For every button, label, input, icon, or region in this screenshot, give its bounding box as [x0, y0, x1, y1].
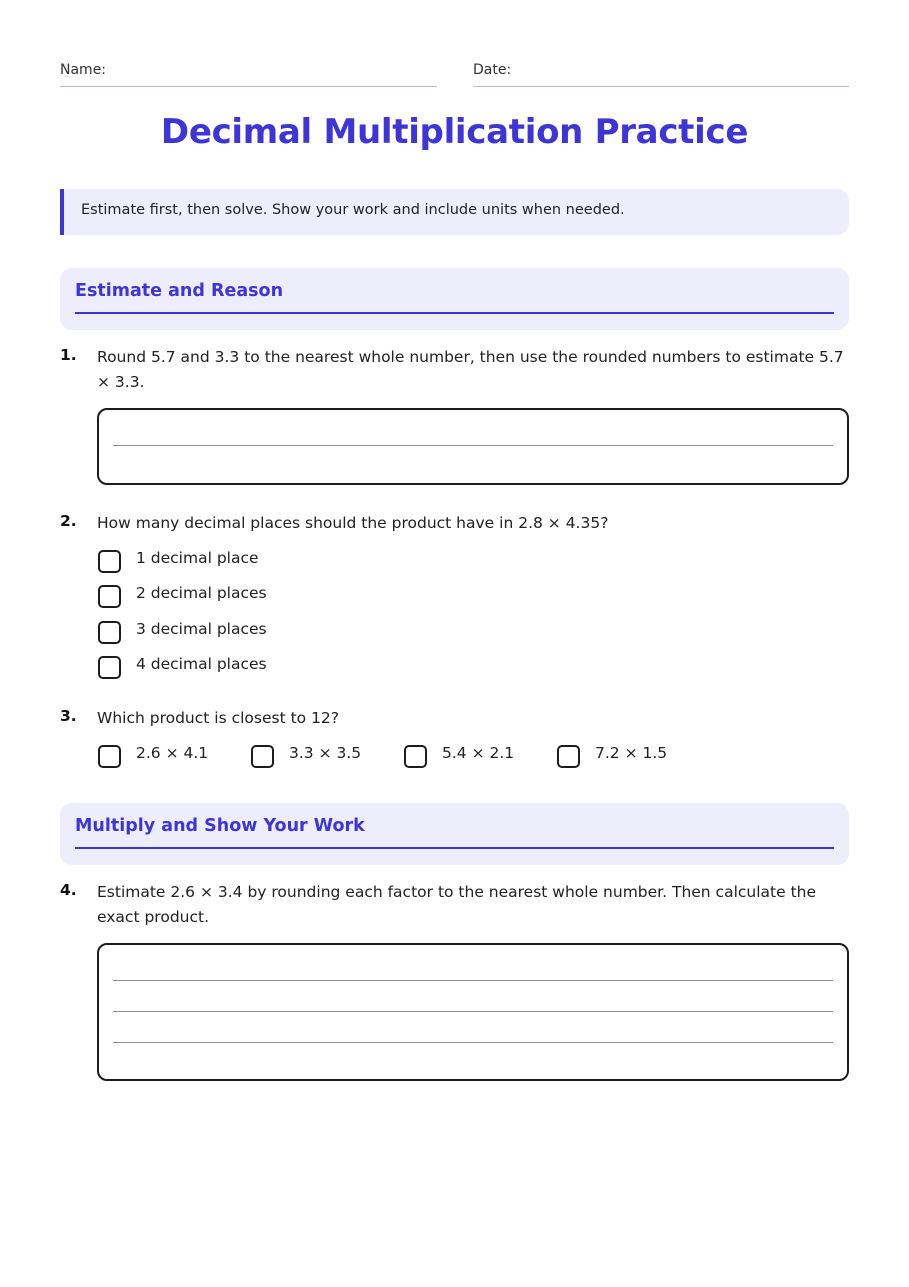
option-checkbox[interactable]	[98, 745, 121, 768]
question-text: How many decimal places should the product have in 2.8 × 4.35?	[97, 514, 609, 532]
option-label: 2 decimal places	[136, 584, 267, 602]
option-label: 5.4 × 2.1	[442, 744, 515, 762]
option-checkbox[interactable]	[98, 585, 121, 608]
option-label: 2.6 × 4.1	[136, 744, 209, 762]
option-checkbox[interactable]	[98, 550, 121, 573]
question-text: Which product is closest to 12?	[97, 709, 340, 727]
question-number: 3.	[60, 707, 77, 725]
option-checkbox[interactable]	[98, 621, 121, 644]
question-text: Estimate 2.6 × 3.4 by rounding each factor to the nearest whole number. Then calculate the exact product.	[97, 883, 817, 926]
section-divider	[75, 847, 834, 849]
answer-box[interactable]	[97, 408, 849, 485]
answer-line	[113, 980, 833, 981]
answer-box[interactable]	[97, 943, 849, 1081]
answer-line	[113, 445, 833, 446]
option-label: 3 decimal places	[136, 620, 267, 638]
date-field[interactable]	[473, 86, 849, 87]
section-title: Estimate and Reason	[75, 281, 284, 301]
section-header-multiply	[60, 803, 849, 865]
instructions-callout	[60, 189, 849, 235]
option-checkbox[interactable]	[251, 745, 274, 768]
question-number: 1.	[60, 346, 77, 364]
answer-line	[113, 1011, 833, 1012]
question-number: 4.	[60, 881, 77, 899]
name-field[interactable]	[60, 86, 437, 87]
answer-line	[113, 1042, 833, 1043]
question-text: Round 5.7 and 3.3 to the nearest whole number, then use the rounded numbers to estimate 5.7 × 3.3.	[97, 348, 844, 391]
option-label: 4 decimal places	[136, 655, 267, 673]
page-title: Decimal Multiplication Practice	[160, 112, 749, 152]
instructions-text: Estimate first, then solve. Show your work and include units when needed.	[81, 202, 625, 218]
option-checkbox[interactable]	[404, 745, 427, 768]
section-title: Multiply and Show Your Work	[75, 816, 365, 836]
option-label: 7.2 × 1.5	[595, 744, 668, 762]
section-header-estimate	[60, 268, 849, 330]
question-number: 2.	[60, 512, 77, 530]
name-label: Name:	[60, 62, 107, 78]
option-checkbox[interactable]	[98, 656, 121, 679]
section-divider	[75, 312, 834, 314]
option-label: 3.3 × 3.5	[289, 744, 362, 762]
option-checkbox[interactable]	[557, 745, 580, 768]
date-label: Date:	[473, 62, 512, 78]
option-label: 1 decimal place	[136, 549, 259, 567]
